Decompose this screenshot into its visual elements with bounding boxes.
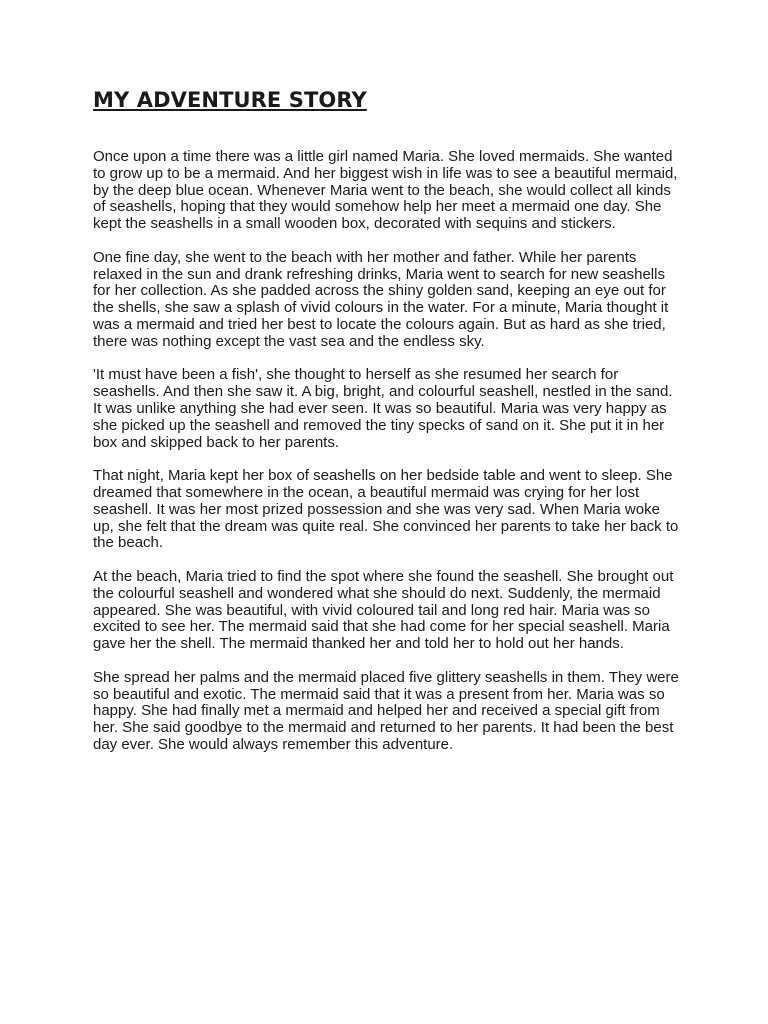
story-paragraph-3: 'It must have been a fish', she thought to herself as she resumed her search for seashells. And then she saw it. A big, bright, and colourful seashell, nestled in the sand. It was unlike anything she had ever seen. It was so beautiful. Maria was very happy as she picked up the seashell and removed the tiny specks of sand on it. She put it in her box and skipped back to her parents. (93, 366, 673, 451)
document-page (93, 87, 683, 770)
story-paragraph-4: That night, Maria kept her box of seashells on her bedside table and went to sleep. She dreamed that somewhere in the ocean, a beautiful mermaid was crying for her lost seashell. It was her most prized possession and she was very sad. When Maria woke up, she felt that the dream was quite real. She convinced her parents to take her back to the beach. (93, 467, 679, 552)
document-title: MY ADVENTURE STORY (93, 88, 367, 112)
story-paragraph-6: She spread her palms and the mermaid placed five glittery seashells in them. They were so beautiful and exotic. The mermaid said that it was a present from her. Maria was so happy. She had finally met a mermaid and helped her and received a special gift from her. She said goodbye to the mermaid and returned to her parents. It had been the best day ever. She would always remember this adventure. (93, 668, 679, 753)
story-paragraph-2: One fine day, she went to the beach with her mother and father. While her parents relaxed in the sun and drank refreshing drinks, Maria went to search for new seashells for her collection. As she padded across the shiny golden sand, keeping an eye out for the shells, she saw a splash of vivid colours in the water. For a minute, Maria thought it was a mermaid and tried her best to locate the colours again. But as hard as she tried, there was nothing except the vast sea and the endless sky. (93, 248, 669, 350)
story-paragraph-1: Once upon a time there was a little girl named Maria. She loved mermaids. She wanted to grow up to be a mermaid. And her biggest wish in life was to see a beautiful mermaid, by the deep blue ocean. Whenever Maria went to the beach, she would collect all kinds of seashells, hoping that they would somehow help her meet a mermaid one day. She kept the seashells in a small wooden box, decorated with sequins and stickers. (93, 148, 678, 233)
story-paragraph-5: At the beach, Maria tried to find the spot where she found the seashell. She brought out the colourful seashell and wondered what she should do next. Suddenly, the mermaid appeared. She was beautiful, with vivid coloured tail and long red hair. Maria was so excited to see her. The mermaid said that she had come for her special seashell. Maria gave her the shell. The mermaid thanked her and told her to hold out her hands. (93, 567, 674, 653)
